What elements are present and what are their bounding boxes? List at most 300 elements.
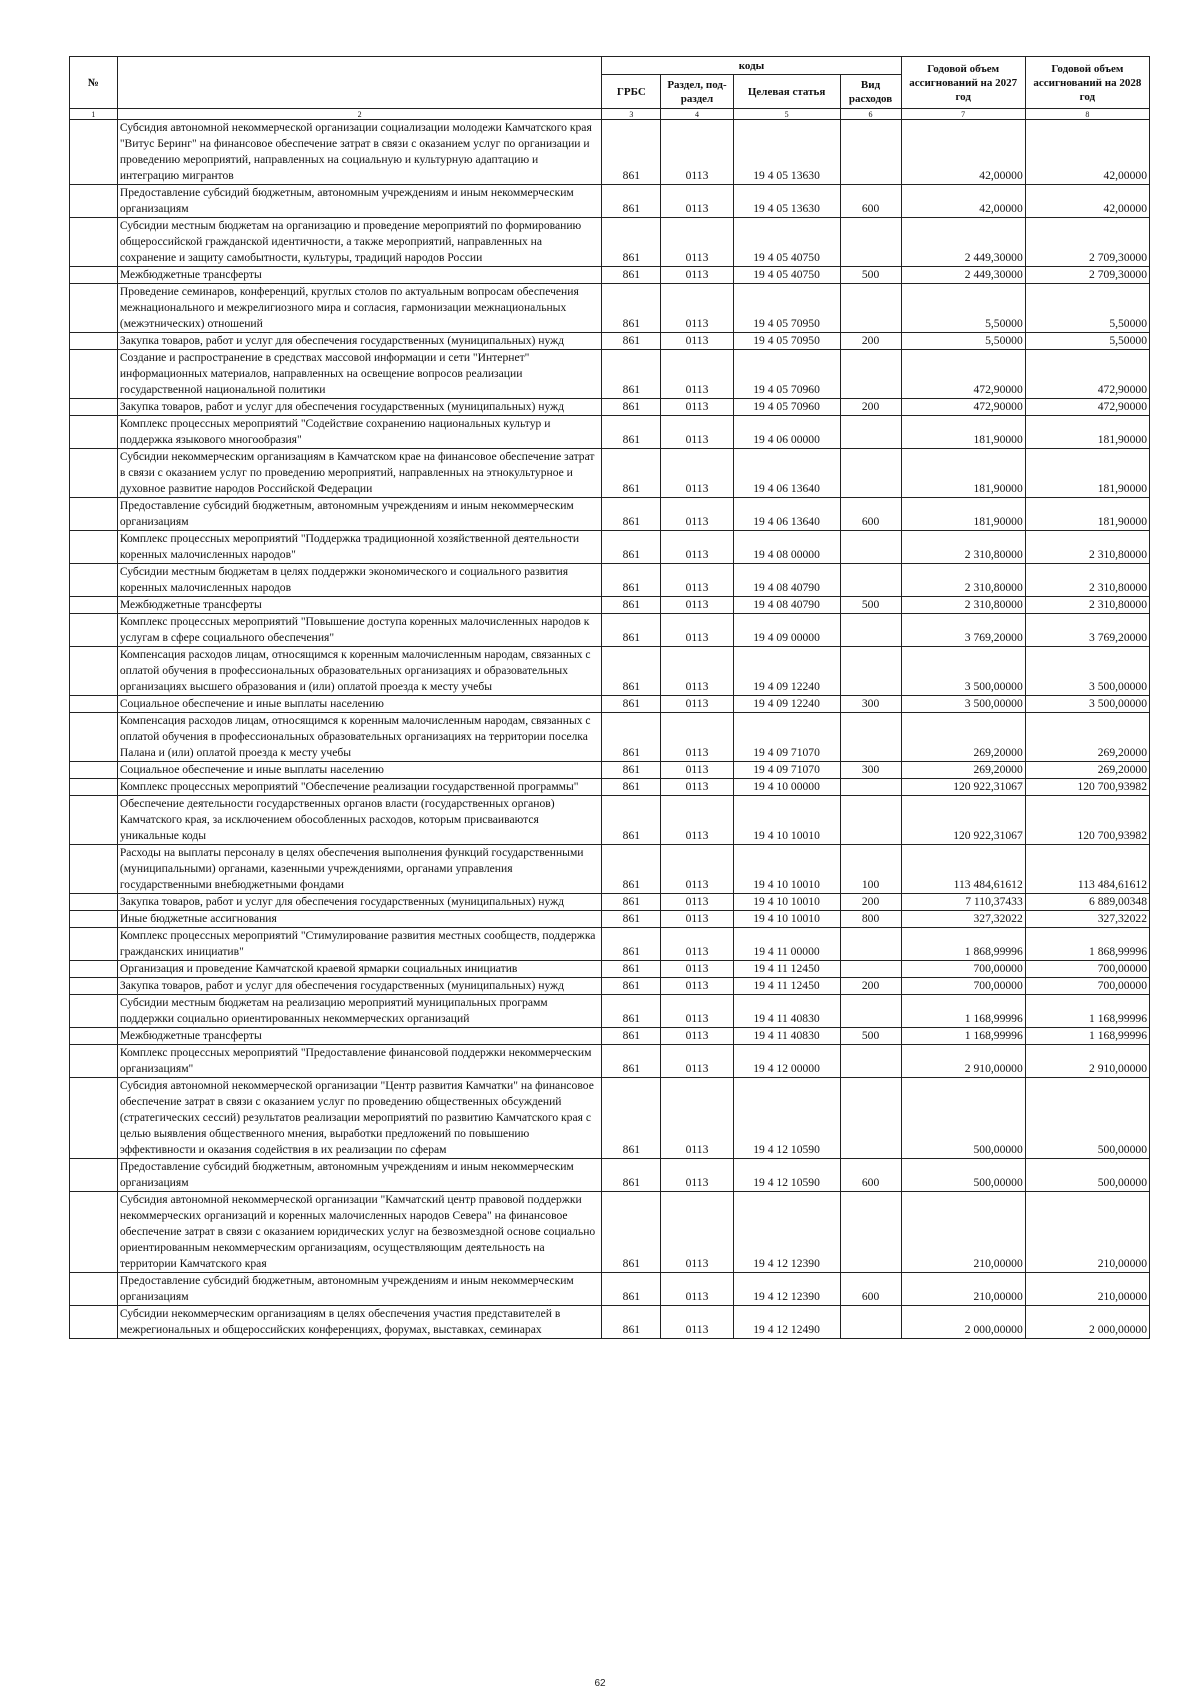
row-grbs: 861 [602, 1045, 661, 1078]
row-number [70, 218, 118, 267]
row-section: 0113 [661, 995, 733, 1028]
row-target: 19 4 05 13630 [733, 185, 840, 218]
table-row [70, 333, 1150, 350]
row-section: 0113 [661, 614, 733, 647]
header-target: Целевая статья [733, 75, 840, 109]
row-kind: 600 [840, 1273, 901, 1306]
row-amount-2027: 3 500,00000 [901, 696, 1025, 713]
row-kind: 200 [840, 978, 901, 995]
table-row [70, 614, 1150, 647]
table-row [70, 995, 1150, 1028]
header-number: № [70, 57, 118, 109]
row-grbs: 861 [602, 1306, 661, 1339]
table-body [70, 120, 1150, 1339]
row-grbs: 861 [602, 267, 661, 284]
row-amount-2028: 2 000,00000 [1025, 1306, 1149, 1339]
table-row [70, 185, 1150, 218]
row-target: 19 4 12 00000 [733, 1045, 840, 1078]
row-target: 19 4 05 40750 [733, 218, 840, 267]
row-amount-2027: 1 868,99996 [901, 928, 1025, 961]
row-kind [840, 1045, 901, 1078]
row-amount-2028: 700,00000 [1025, 961, 1149, 978]
row-amount-2027: 269,20000 [901, 762, 1025, 779]
row-amount-2028: 269,20000 [1025, 762, 1149, 779]
table-row [70, 762, 1150, 779]
table-row [70, 1159, 1150, 1192]
row-amount-2027: 113 484,61612 [901, 845, 1025, 894]
budget-table [69, 56, 1150, 1339]
row-target: 19 4 09 12240 [733, 696, 840, 713]
row-section: 0113 [661, 399, 733, 416]
row-section: 0113 [661, 762, 733, 779]
row-kind: 300 [840, 696, 901, 713]
row-name: Субсидии некоммерческим организациям в целях обеспечения участия представителей в межрегиональных и общероссийских конференциях, форумах, выставках, семинарах [117, 1306, 602, 1339]
row-number [70, 1159, 118, 1192]
table-row [70, 978, 1150, 995]
table-row [70, 449, 1150, 498]
row-section: 0113 [661, 1045, 733, 1078]
row-target: 19 4 09 71070 [733, 713, 840, 762]
row-amount-2027: 327,32022 [901, 911, 1025, 928]
row-amount-2028: 2 709,30000 [1025, 218, 1149, 267]
row-section: 0113 [661, 696, 733, 713]
row-section: 0113 [661, 796, 733, 845]
row-name: Комплекс процессных мероприятий "Поддержка традиционной хозяйственной деятельности коренных малочисленных народов" [117, 531, 602, 564]
row-number [70, 350, 118, 399]
row-amount-2028: 472,90000 [1025, 350, 1149, 399]
row-name: Социальное обеспечение и иные выплаты населению [117, 696, 602, 713]
header-year-2027: Годовой объем ассигнований на 2027 год [901, 57, 1025, 109]
row-kind [840, 218, 901, 267]
row-number [70, 762, 118, 779]
row-section: 0113 [661, 350, 733, 399]
table-row [70, 597, 1150, 614]
row-target: 19 4 05 13630 [733, 120, 840, 185]
row-amount-2027: 472,90000 [901, 350, 1025, 399]
row-name: Комплекс процессных мероприятий "Обеспечение реализации государственной программы" [117, 779, 602, 796]
row-amount-2027: 120 922,31067 [901, 779, 1025, 796]
row-kind [840, 564, 901, 597]
row-grbs: 861 [602, 995, 661, 1028]
row-kind [840, 1078, 901, 1159]
row-grbs: 861 [602, 1159, 661, 1192]
row-amount-2027: 42,00000 [901, 120, 1025, 185]
row-target: 19 4 05 70950 [733, 333, 840, 350]
row-name: Компенсация расходов лицам, относящимся к коренным малочисленным народам, связанных с оплатой обучения в профессиональных образовательных организациях на территории поселка Палана и (или) оплатой проезда к месту учебы [117, 713, 602, 762]
column-number: 6 [840, 109, 901, 120]
row-grbs: 861 [602, 894, 661, 911]
row-section: 0113 [661, 961, 733, 978]
row-kind: 600 [840, 1159, 901, 1192]
row-grbs: 861 [602, 185, 661, 218]
header-year-2028: Годовой объем ассигнований на 2028 год [1025, 57, 1149, 109]
row-section: 0113 [661, 1192, 733, 1273]
table-row [70, 350, 1150, 399]
row-number [70, 647, 118, 696]
row-amount-2028: 42,00000 [1025, 185, 1149, 218]
row-section: 0113 [661, 779, 733, 796]
row-target: 19 4 10 10010 [733, 911, 840, 928]
row-amount-2027: 181,90000 [901, 498, 1025, 531]
row-name: Обеспечение деятельности государственных органов власти (государственных органов) Камчатского края, за исключением обособленных расходов, которым присваиваются уникальные коды [117, 796, 602, 845]
column-number: 1 [70, 109, 118, 120]
header-name [117, 57, 602, 109]
table-row [70, 647, 1150, 696]
row-kind: 800 [840, 911, 901, 928]
row-number [70, 614, 118, 647]
row-amount-2028: 1 168,99996 [1025, 995, 1149, 1028]
row-name: Субсидия автономной некоммерческой организации социализации молодежи Камчатского края "Витус Беринг" на финансовое обеспечение затрат в связи с оказанием услуг по организации и проведению мероприятий, направленных на социальную и культурную адаптацию и интеграцию мигрантов [117, 120, 602, 185]
row-name: Предоставление субсидий бюджетным, автономным учреждениям и иным некоммерческим организациям [117, 1273, 602, 1306]
row-amount-2028: 210,00000 [1025, 1273, 1149, 1306]
row-amount-2028: 2 709,30000 [1025, 267, 1149, 284]
row-name: Предоставление субсидий бюджетным, автономным учреждениям и иным некоммерческим организациям [117, 498, 602, 531]
row-section: 0113 [661, 333, 733, 350]
row-number [70, 498, 118, 531]
row-target: 19 4 05 40750 [733, 267, 840, 284]
row-number [70, 564, 118, 597]
row-number [70, 531, 118, 564]
row-name: Комплекс процессных мероприятий "Предоставление финансовой поддержки некоммерческим организациям" [117, 1045, 602, 1078]
table-row [70, 1306, 1150, 1339]
row-name: Предоставление субсидий бюджетным, автономным учреждениям и иным некоммерческим организациям [117, 185, 602, 218]
row-grbs: 861 [602, 333, 661, 350]
row-target: 19 4 12 12390 [733, 1273, 840, 1306]
row-target: 19 4 11 40830 [733, 1028, 840, 1045]
row-name: Закупка товаров, работ и услуг для обеспечения государственных (муниципальных) нужд [117, 894, 602, 911]
row-grbs: 861 [602, 498, 661, 531]
row-amount-2028: 5,50000 [1025, 284, 1149, 333]
row-number [70, 713, 118, 762]
row-amount-2028: 6 889,00348 [1025, 894, 1149, 911]
row-name: Проведение семинаров, конференций, круглых столов по актуальным вопросам обеспечения межнационального и межрелигиозного мира и согласия, гармонизации межнациональных (межэтнических) отношений [117, 284, 602, 333]
row-kind: 300 [840, 762, 901, 779]
row-number [70, 284, 118, 333]
row-name: Межбюджетные трансферты [117, 267, 602, 284]
table-row [70, 1273, 1150, 1306]
row-grbs: 861 [602, 1028, 661, 1045]
row-name: Субсидии местным бюджетам на реализацию мероприятий муниципальных программ поддержки социально ориентированных некоммерческих организаций [117, 995, 602, 1028]
row-section: 0113 [661, 531, 733, 564]
row-amount-2027: 1 168,99996 [901, 995, 1025, 1028]
row-grbs: 861 [602, 796, 661, 845]
row-grbs: 861 [602, 779, 661, 796]
row-number [70, 995, 118, 1028]
row-section: 0113 [661, 928, 733, 961]
row-kind: 600 [840, 185, 901, 218]
row-target: 19 4 12 10590 [733, 1159, 840, 1192]
row-amount-2027: 500,00000 [901, 1159, 1025, 1192]
row-amount-2028: 181,90000 [1025, 449, 1149, 498]
row-target: 19 4 10 10010 [733, 894, 840, 911]
row-number [70, 1045, 118, 1078]
row-name: Создание и распространение в средствах массовой информации и сети "Интернет" информационных материалов, направленных на освещение вопросов реализации государственной национальной политики [117, 350, 602, 399]
row-kind [840, 647, 901, 696]
row-amount-2028: 3 769,20000 [1025, 614, 1149, 647]
row-amount-2028: 472,90000 [1025, 399, 1149, 416]
row-section: 0113 [661, 284, 733, 333]
row-section: 0113 [661, 647, 733, 696]
row-section: 0113 [661, 267, 733, 284]
row-amount-2028: 181,90000 [1025, 498, 1149, 531]
row-amount-2028: 210,00000 [1025, 1192, 1149, 1273]
row-kind [840, 713, 901, 762]
row-target: 19 4 06 00000 [733, 416, 840, 449]
row-grbs: 861 [602, 350, 661, 399]
row-amount-2028: 113 484,61612 [1025, 845, 1149, 894]
row-grbs: 861 [602, 978, 661, 995]
row-number [70, 845, 118, 894]
row-section: 0113 [661, 911, 733, 928]
row-kind: 100 [840, 845, 901, 894]
row-name: Организация и проведение Камчатской краевой ярмарки социальных инициатив [117, 961, 602, 978]
row-name: Социальное обеспечение и иные выплаты населению [117, 762, 602, 779]
table-row [70, 498, 1150, 531]
row-number [70, 978, 118, 995]
row-target: 19 4 12 12490 [733, 1306, 840, 1339]
row-amount-2028: 327,32022 [1025, 911, 1149, 928]
row-kind: 200 [840, 894, 901, 911]
row-name: Закупка товаров, работ и услуг для обеспечения государственных (муниципальных) нужд [117, 399, 602, 416]
row-amount-2027: 3 769,20000 [901, 614, 1025, 647]
row-kind [840, 416, 901, 449]
row-kind [840, 1192, 901, 1273]
row-kind [840, 1306, 901, 1339]
row-grbs: 861 [602, 531, 661, 564]
row-target: 19 4 10 10010 [733, 845, 840, 894]
row-amount-2028: 42,00000 [1025, 120, 1149, 185]
row-number [70, 449, 118, 498]
row-section: 0113 [661, 1306, 733, 1339]
row-grbs: 861 [602, 1192, 661, 1273]
table-row [70, 267, 1150, 284]
row-amount-2028: 1 168,99996 [1025, 1028, 1149, 1045]
row-target: 19 4 10 00000 [733, 779, 840, 796]
row-kind: 500 [840, 267, 901, 284]
row-target: 19 4 09 12240 [733, 647, 840, 696]
row-amount-2028: 2 310,80000 [1025, 597, 1149, 614]
row-amount-2028: 120 700,93982 [1025, 779, 1149, 796]
row-number [70, 597, 118, 614]
row-name: Межбюджетные трансферты [117, 597, 602, 614]
row-target: 19 4 10 10010 [733, 796, 840, 845]
row-amount-2027: 181,90000 [901, 416, 1025, 449]
row-target: 19 4 11 00000 [733, 928, 840, 961]
row-name: Комплекс процессных мероприятий "Содействие сохранению национальных культур и поддержка языкового многообразия" [117, 416, 602, 449]
row-grbs: 861 [602, 564, 661, 597]
row-target: 19 4 11 40830 [733, 995, 840, 1028]
row-number [70, 911, 118, 928]
column-number: 7 [901, 109, 1025, 120]
row-grbs: 861 [602, 713, 661, 762]
row-number [70, 267, 118, 284]
row-kind [840, 449, 901, 498]
row-amount-2028: 181,90000 [1025, 416, 1149, 449]
header-codes: коды [602, 57, 901, 75]
row-section: 0113 [661, 1273, 733, 1306]
row-number [70, 1078, 118, 1159]
row-amount-2028: 120 700,93982 [1025, 796, 1149, 845]
row-number [70, 1306, 118, 1339]
row-name: Субсидия автономной некоммерческой организации "Центр развития Камчатки" на финансовое обеспечение затрат в связи с оказанием услуг по проведению общественных обсуждений (стратегических сессий) результатов реализации мероприятий по развитию Камчатского края с целью выявления общественного мнения, выработки предложений по повышению эффективности и оказания содействия в их реализации по сферам [117, 1078, 602, 1159]
row-target: 19 4 06 13640 [733, 498, 840, 531]
row-section: 0113 [661, 845, 733, 894]
row-amount-2028: 2 910,00000 [1025, 1045, 1149, 1078]
row-name: Комплекс процессных мероприятий "Повышение доступа коренных малочисленных народов к услугам в сфере социального обеспечения" [117, 614, 602, 647]
row-amount-2027: 472,90000 [901, 399, 1025, 416]
row-target: 19 4 05 70950 [733, 284, 840, 333]
table-row [70, 911, 1150, 928]
row-name: Расходы на выплаты персоналу в целях обеспечения выполнения функций государственными (муниципальными) органами, казенными учреждениями, органами управления государственными внебюджетными фондами [117, 845, 602, 894]
row-grbs: 861 [602, 845, 661, 894]
row-grbs: 861 [602, 647, 661, 696]
row-kind [840, 350, 901, 399]
row-number [70, 1028, 118, 1045]
table-row [70, 416, 1150, 449]
row-name: Предоставление субсидий бюджетным, автономным учреждениям и иным некоммерческим организациям [117, 1159, 602, 1192]
table-row [70, 696, 1150, 713]
row-target: 19 4 12 10590 [733, 1078, 840, 1159]
row-section: 0113 [661, 1028, 733, 1045]
row-target: 19 4 12 12390 [733, 1192, 840, 1273]
row-amount-2027: 2 310,80000 [901, 531, 1025, 564]
table-row [70, 1078, 1150, 1159]
row-grbs: 861 [602, 449, 661, 498]
row-kind [840, 995, 901, 1028]
row-amount-2027: 700,00000 [901, 978, 1025, 995]
row-section: 0113 [661, 713, 733, 762]
row-number [70, 894, 118, 911]
row-section: 0113 [661, 416, 733, 449]
row-kind [840, 779, 901, 796]
row-grbs: 861 [602, 1273, 661, 1306]
row-amount-2028: 5,50000 [1025, 333, 1149, 350]
row-number [70, 696, 118, 713]
row-name: Закупка товаров, работ и услуг для обеспечения государственных (муниципальных) нужд [117, 978, 602, 995]
row-target: 19 4 08 40790 [733, 597, 840, 614]
row-amount-2027: 2 449,30000 [901, 267, 1025, 284]
row-grbs: 861 [602, 399, 661, 416]
table-row [70, 399, 1150, 416]
table-row [70, 120, 1150, 185]
row-amount-2027: 500,00000 [901, 1078, 1025, 1159]
row-amount-2027: 2 449,30000 [901, 218, 1025, 267]
row-kind [840, 531, 901, 564]
row-number [70, 961, 118, 978]
column-number-row [70, 109, 1150, 120]
row-name: Субсидии местным бюджетам на организацию и проведение мероприятий по формированию общероссийской гражданской идентичности, а также мероприятий, направленных на сохранение и защиту самобытности, культуры, традиций народов России [117, 218, 602, 267]
row-name: Закупка товаров, работ и услуг для обеспечения государственных (муниципальных) нужд [117, 333, 602, 350]
row-grbs: 861 [602, 284, 661, 333]
row-amount-2027: 2 000,00000 [901, 1306, 1025, 1339]
table-row [70, 894, 1150, 911]
row-kind [840, 284, 901, 333]
row-grbs: 861 [602, 218, 661, 267]
row-grbs: 861 [602, 696, 661, 713]
row-target: 19 4 05 70960 [733, 350, 840, 399]
column-number: 5 [733, 109, 840, 120]
table-row [70, 1028, 1150, 1045]
row-amount-2027: 700,00000 [901, 961, 1025, 978]
row-kind [840, 120, 901, 185]
row-target: 19 4 09 71070 [733, 762, 840, 779]
row-grbs: 861 [602, 597, 661, 614]
row-name: Субсидии местным бюджетам в целях поддержки экономического и социального развития коренных малочисленных народов [117, 564, 602, 597]
row-number [70, 928, 118, 961]
row-grbs: 861 [602, 416, 661, 449]
table-row [70, 284, 1150, 333]
row-section: 0113 [661, 894, 733, 911]
table-row [70, 928, 1150, 961]
row-amount-2028: 2 310,80000 [1025, 564, 1149, 597]
row-section: 0113 [661, 978, 733, 995]
row-section: 0113 [661, 564, 733, 597]
row-target: 19 4 06 13640 [733, 449, 840, 498]
row-number [70, 1273, 118, 1306]
table-row [70, 845, 1150, 894]
row-grbs: 861 [602, 614, 661, 647]
row-name: Субсидия автономной некоммерческой организации "Камчатский центр правовой поддержки некоммерческих организаций и коренных малочисленных народов Севера" на финансовое обеспечение затрат в связи с оказанием юридических услуг на безвозмездной основе социально ориентированным некоммерческим организациям, осуществляющим деятельность на территории Камчатского края [117, 1192, 602, 1273]
row-grbs: 861 [602, 1078, 661, 1159]
row-grbs: 861 [602, 928, 661, 961]
row-number [70, 120, 118, 185]
row-amount-2028: 500,00000 [1025, 1159, 1149, 1192]
row-amount-2028: 3 500,00000 [1025, 696, 1149, 713]
row-kind [840, 614, 901, 647]
row-grbs: 861 [602, 911, 661, 928]
table-row [70, 796, 1150, 845]
row-grbs: 861 [602, 961, 661, 978]
row-amount-2028: 700,00000 [1025, 978, 1149, 995]
table-row [70, 564, 1150, 597]
row-section: 0113 [661, 1159, 733, 1192]
row-amount-2028: 2 310,80000 [1025, 531, 1149, 564]
row-kind [840, 796, 901, 845]
row-grbs: 861 [602, 120, 661, 185]
row-kind: 500 [840, 597, 901, 614]
row-amount-2027: 7 110,37433 [901, 894, 1025, 911]
row-target: 19 4 11 12450 [733, 978, 840, 995]
row-section: 0113 [661, 120, 733, 185]
row-amount-2027: 5,50000 [901, 284, 1025, 333]
row-number [70, 796, 118, 845]
row-name: Компенсация расходов лицам, относящимся к коренным малочисленным народам, связанных с оплатой обучения в профессиональных образовательных организациях и образовательных организациях высшего образования и (или) оплатой проезда к месту учебы [117, 647, 602, 696]
column-number: 3 [602, 109, 661, 120]
row-target: 19 4 05 70960 [733, 399, 840, 416]
row-amount-2028: 269,20000 [1025, 713, 1149, 762]
column-number: 4 [661, 109, 733, 120]
header-grbs: ГРБС [602, 75, 661, 109]
table-row [70, 713, 1150, 762]
row-amount-2027: 5,50000 [901, 333, 1025, 350]
table-row [70, 1192, 1150, 1273]
row-amount-2027: 210,00000 [901, 1192, 1025, 1273]
row-number [70, 1192, 118, 1273]
table-row [70, 531, 1150, 564]
row-section: 0113 [661, 449, 733, 498]
page-number: 62 [594, 1678, 606, 1689]
row-amount-2028: 1 868,99996 [1025, 928, 1149, 961]
row-amount-2027: 210,00000 [901, 1273, 1025, 1306]
row-amount-2027: 2 310,80000 [901, 564, 1025, 597]
table-row [70, 779, 1150, 796]
header-section: Раздел, под-раздел [661, 75, 733, 109]
row-section: 0113 [661, 498, 733, 531]
row-name: Межбюджетные трансферты [117, 1028, 602, 1045]
row-target: 19 4 11 12450 [733, 961, 840, 978]
table-row [70, 961, 1150, 978]
row-number [70, 416, 118, 449]
